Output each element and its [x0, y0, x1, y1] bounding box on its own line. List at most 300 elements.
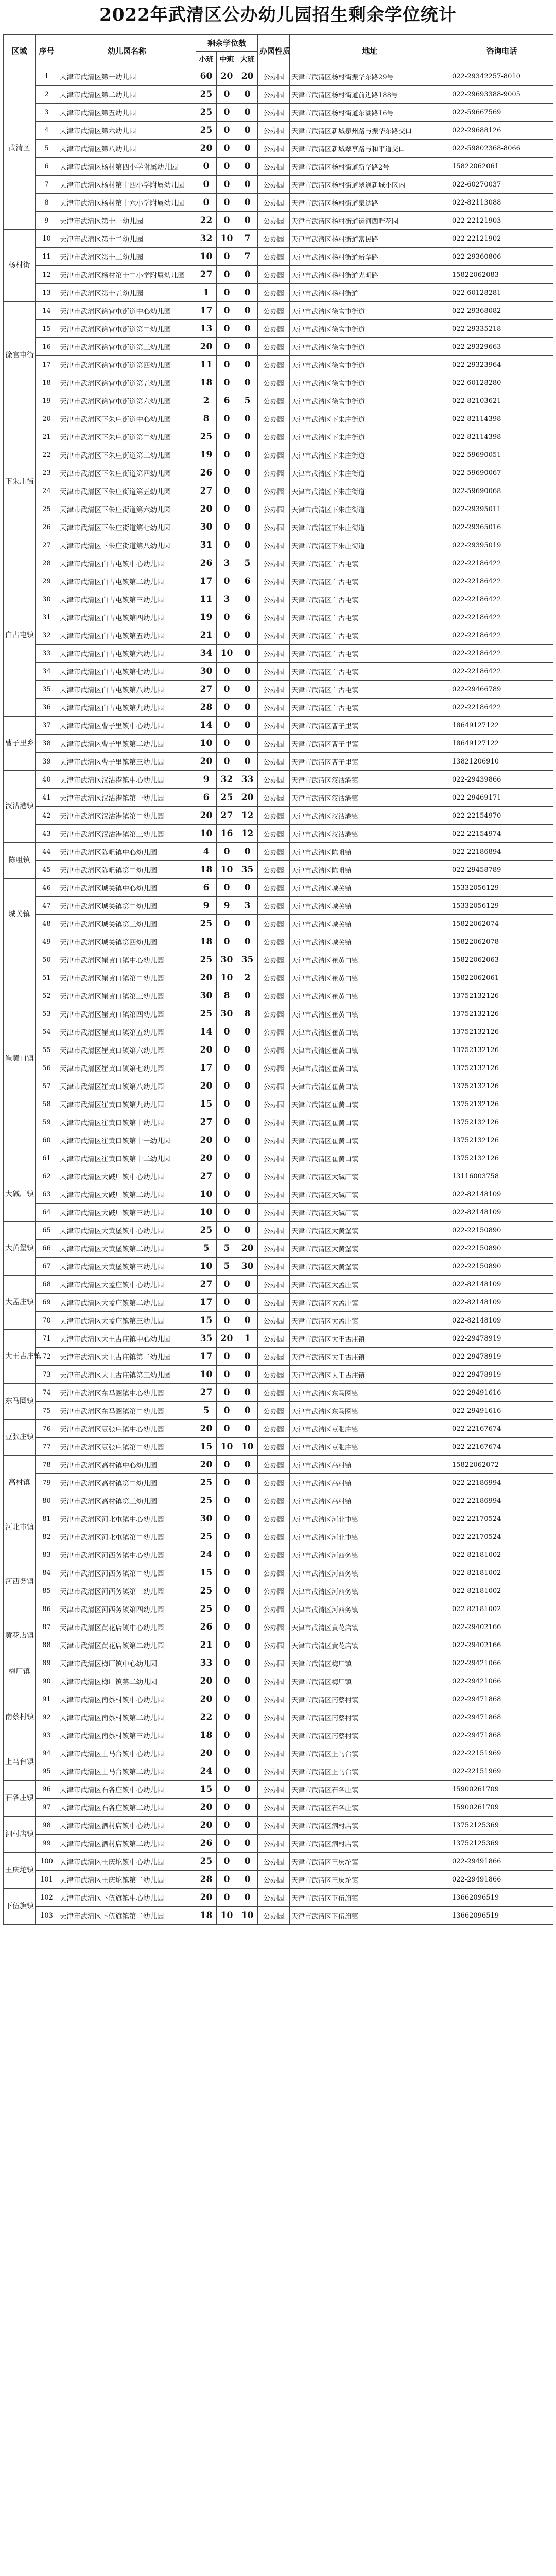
index-cell: 90 — [36, 1672, 58, 1690]
small-class-seats-cell: 27 — [196, 482, 217, 500]
small-class-seats-cell: 17 — [196, 1059, 217, 1077]
kindergarten-name-cell: 天津市武清区汊沽港镇第二幼儿园 — [58, 807, 196, 825]
area-cell: 黄花店镇 — [4, 1618, 36, 1654]
kindergarten-name-cell: 天津市武清区第二幼儿园 — [58, 86, 196, 104]
small-class-seats-cell: 28 — [196, 1871, 217, 1889]
area-cell: 下朱庄街 — [4, 410, 36, 554]
type-cell: 公办园 — [258, 1167, 290, 1185]
address-cell: 天津市武清区南蔡村镇 — [290, 1708, 450, 1726]
middle-class-seats-cell: 0 — [217, 284, 237, 302]
kindergarten-name-cell: 天津市武清区白古屯镇第七幼儿园 — [58, 663, 196, 681]
middle-class-seats-cell: 0 — [217, 879, 237, 897]
table-row — [4, 1095, 553, 1113]
kindergarten-name-cell: 天津市武清区豆张庄镇中心幼儿园 — [58, 1420, 196, 1438]
phone-cell: 022-82181002 — [450, 1546, 553, 1564]
type-cell: 公办园 — [258, 410, 290, 428]
type-cell: 公办园 — [258, 1564, 290, 1582]
address-cell: 天津市武清区泗村店镇 — [290, 1835, 450, 1853]
address-cell: 天津市武清区崔黄口镇 — [290, 1131, 450, 1149]
table-row — [4, 1204, 553, 1222]
small-class-seats-cell: 15 — [196, 1095, 217, 1113]
middle-class-seats-cell: 0 — [217, 266, 237, 284]
index-cell: 16 — [36, 338, 58, 356]
small-class-seats-cell: 22 — [196, 212, 217, 230]
phone-cell: 022-29478919 — [450, 1366, 553, 1384]
large-class-seats-cell: 0 — [237, 1077, 258, 1095]
type-cell: 公办园 — [258, 1799, 290, 1817]
kindergarten-name-cell: 天津市武清区南蔡村镇第三幼儿园 — [58, 1726, 196, 1744]
kindergarten-name-cell: 天津市武清区曹子里镇第三幼儿园 — [58, 753, 196, 771]
address-cell: 天津市武清区崔黄口镇 — [290, 1005, 450, 1023]
type-cell: 公办园 — [258, 1708, 290, 1726]
type-cell: 公办园 — [258, 284, 290, 302]
address-cell: 天津市武清区石各庄镇 — [290, 1781, 450, 1799]
large-class-seats-cell: 0 — [237, 428, 258, 446]
type-cell: 公办园 — [258, 1294, 290, 1312]
large-class-seats-cell: 0 — [237, 158, 258, 176]
small-class-seats-cell: 21 — [196, 626, 217, 645]
large-class-seats-cell: 0 — [237, 410, 258, 428]
table-row — [4, 500, 553, 518]
middle-class-seats-cell: 0 — [217, 1817, 237, 1835]
table-row — [4, 1835, 553, 1853]
table-row — [4, 663, 553, 681]
phone-cell: 022-29395019 — [450, 536, 553, 554]
large-class-seats-cell: 0 — [237, 1113, 258, 1131]
kindergarten-name-cell: 天津市武清区泗村店镇中心幼儿园 — [58, 1817, 196, 1835]
large-class-seats-cell: 0 — [237, 1654, 258, 1672]
phone-cell: 022-82148109 — [450, 1312, 553, 1330]
kindergarten-name-cell: 天津市武清区汊沽港镇中心幼儿园 — [58, 771, 196, 789]
large-class-seats-cell: 0 — [237, 212, 258, 230]
middle-class-seats-cell: 0 — [217, 518, 237, 536]
index-cell: 72 — [36, 1348, 58, 1366]
large-class-seats-cell: 10 — [237, 1907, 258, 1925]
large-class-seats-cell: 0 — [237, 1546, 258, 1564]
large-class-seats-cell: 0 — [237, 338, 258, 356]
kindergarten-name-cell: 天津市武清区南蔡村镇中心幼儿园 — [58, 1690, 196, 1708]
phone-cell: 022-29491866 — [450, 1871, 553, 1889]
area-cell: 河北屯镇 — [4, 1510, 36, 1546]
phone-cell: 15900261709 — [450, 1799, 553, 1817]
index-cell: 20 — [36, 410, 58, 428]
address-cell: 天津市武清区下朱庄街道 — [290, 482, 450, 500]
small-class-seats-cell: 33 — [196, 1654, 217, 1672]
middle-class-seats-cell: 0 — [217, 1492, 237, 1510]
large-class-seats-cell: 0 — [237, 590, 258, 608]
kindergarten-name-cell: 天津市武清区河西务镇第二幼儿园 — [58, 1564, 196, 1582]
middle-class-seats-cell: 0 — [217, 1041, 237, 1059]
type-cell: 公办园 — [258, 861, 290, 879]
index-cell: 63 — [36, 1185, 58, 1204]
phone-cell: 022-82103621 — [450, 392, 553, 410]
phone-cell: 022-59690051 — [450, 446, 553, 464]
page-title: 2022年武清区公办幼儿园招生剩余学位统计 — [99, 5, 457, 25]
phone-cell: 13662096519 — [450, 1907, 553, 1925]
small-class-seats-cell: 10 — [196, 248, 217, 266]
table-row — [4, 572, 553, 590]
small-class-seats-cell: 20 — [196, 1744, 217, 1762]
address-cell: 天津市武清区白古屯镇 — [290, 663, 450, 681]
kindergarten-name-cell: 天津市武清区崔黄口镇第九幼儿园 — [58, 1095, 196, 1113]
header-row — [4, 35, 553, 52]
type-cell: 公办园 — [258, 681, 290, 699]
table-row — [4, 1348, 553, 1366]
kindergarten-name-cell: 天津市武清区崔黄口镇第六幼儿园 — [58, 1041, 196, 1059]
address-cell: 天津市武清区下朱庄街道 — [290, 500, 450, 518]
table-row — [4, 536, 553, 554]
type-cell: 公办园 — [258, 1492, 290, 1510]
small-class-seats-cell: 25 — [196, 428, 217, 446]
type-cell: 公办园 — [258, 879, 290, 897]
type-cell: 公办园 — [258, 1907, 290, 1925]
type-cell: 公办园 — [258, 212, 290, 230]
index-cell: 28 — [36, 554, 58, 572]
large-class-seats-cell: 0 — [237, 1871, 258, 1889]
middle-class-seats-cell: 0 — [217, 410, 237, 428]
type-cell: 公办园 — [258, 1744, 290, 1762]
kindergarten-name-cell: 天津市武清区杨村第十四小学附属幼儿园 — [58, 176, 196, 194]
small-class-seats-cell: 20 — [196, 1690, 217, 1708]
kindergarten-name-cell: 天津市武清区第十五幼儿园 — [58, 284, 196, 302]
kindergarten-name-cell: 天津市武清区大黄堡镇第二幼儿园 — [58, 1240, 196, 1258]
area-cell: 河西务镇 — [4, 1546, 36, 1618]
small-class-seats-cell: 20 — [196, 1131, 217, 1149]
address-cell: 天津市武清区河西务镇 — [290, 1582, 450, 1600]
kindergarten-name-cell: 天津市武清区崔黄口镇第十二幼儿园 — [58, 1149, 196, 1167]
large-class-seats-cell: 0 — [237, 717, 258, 735]
small-class-seats-cell: 10 — [196, 735, 217, 753]
type-cell: 公办园 — [258, 1528, 290, 1546]
middle-class-seats-cell: 0 — [217, 1600, 237, 1618]
kindergarten-name-cell: 天津市武清区第十三幼儿园 — [58, 248, 196, 266]
table-row — [4, 626, 553, 645]
phone-cell: 13752132126 — [450, 1005, 553, 1023]
address-cell: 天津市武清区大碱厂镇 — [290, 1185, 450, 1204]
address-cell: 天津市武清区大黄堡镇 — [290, 1222, 450, 1240]
address-cell: 天津市武清区崔黄口镇 — [290, 987, 450, 1005]
middle-class-seats-cell: 10 — [217, 969, 237, 987]
table-row — [4, 1005, 553, 1023]
area-cell: 徐官屯街 — [4, 302, 36, 410]
kindergarten-name-cell: 天津市武清区下朱庄街道第五幼儿园 — [58, 482, 196, 500]
large-class-seats-cell: 5 — [237, 554, 258, 572]
address-cell: 天津市武清区高村镇 — [290, 1474, 450, 1492]
table-row — [4, 789, 553, 807]
type-cell: 公办园 — [258, 1817, 290, 1835]
table-row — [4, 1059, 553, 1077]
phone-cell: 022-22186422 — [450, 699, 553, 717]
phone-cell: 022-29458789 — [450, 861, 553, 879]
header-name: 幼儿园名称 — [58, 35, 196, 67]
kindergarten-name-cell: 天津市武清区汊沽港镇第三幼儿园 — [58, 825, 196, 843]
address-cell: 天津市武清区大黄堡镇 — [290, 1258, 450, 1276]
type-cell: 公办园 — [258, 951, 290, 969]
middle-class-seats-cell: 0 — [217, 1799, 237, 1817]
small-class-seats-cell: 25 — [196, 1528, 217, 1546]
index-cell: 103 — [36, 1907, 58, 1925]
kindergarten-name-cell: 天津市武清区徐官屯街道第五幼儿园 — [58, 374, 196, 392]
small-class-seats-cell: 32 — [196, 230, 217, 248]
middle-class-seats-cell: 0 — [217, 1672, 237, 1690]
index-cell: 21 — [36, 428, 58, 446]
small-class-seats-cell: 8 — [196, 410, 217, 428]
index-cell: 95 — [36, 1762, 58, 1781]
address-cell: 天津市武清区崔黄口镇 — [290, 951, 450, 969]
address-cell: 天津市武清区徐官屯街道 — [290, 338, 450, 356]
index-cell: 33 — [36, 645, 58, 663]
table-row — [4, 1799, 553, 1817]
index-cell: 45 — [36, 861, 58, 879]
kindergarten-name-cell: 天津市武清区崔黄口镇第八幼儿园 — [58, 1077, 196, 1095]
kindergarten-name-cell: 天津市武清区崔黄口镇第三幼儿园 — [58, 987, 196, 1005]
large-class-seats-cell: 0 — [237, 645, 258, 663]
large-class-seats-cell: 0 — [237, 915, 258, 933]
index-cell: 74 — [36, 1384, 58, 1402]
area-cell: 大孟庄镇 — [4, 1276, 36, 1330]
index-cell: 88 — [36, 1636, 58, 1654]
large-class-seats-cell: 0 — [237, 1744, 258, 1762]
address-cell: 天津市武清区城关镇 — [290, 897, 450, 915]
index-cell: 1 — [36, 67, 58, 86]
middle-class-seats-cell: 0 — [217, 248, 237, 266]
middle-class-seats-cell: 10 — [217, 230, 237, 248]
middle-class-seats-cell: 0 — [217, 176, 237, 194]
index-cell: 24 — [36, 482, 58, 500]
address-cell: 天津市武清区汊沽港镇 — [290, 807, 450, 825]
index-cell: 59 — [36, 1113, 58, 1131]
index-cell: 89 — [36, 1654, 58, 1672]
type-cell: 公办园 — [258, 717, 290, 735]
table-row — [4, 897, 553, 915]
type-cell: 公办园 — [258, 86, 290, 104]
middle-class-seats-cell: 0 — [217, 374, 237, 392]
large-class-seats-cell: 0 — [237, 1095, 258, 1113]
small-class-seats-cell: 27 — [196, 1276, 217, 1294]
table-row — [4, 1312, 553, 1330]
small-class-seats-cell: 20 — [196, 807, 217, 825]
type-cell: 公办园 — [258, 1348, 290, 1366]
large-class-seats-cell: 0 — [237, 464, 258, 482]
phone-cell: 022-22170524 — [450, 1510, 553, 1528]
type-cell: 公办园 — [258, 1546, 290, 1564]
table-row — [4, 951, 553, 969]
middle-class-seats-cell: 0 — [217, 1726, 237, 1744]
type-cell: 公办园 — [258, 1077, 290, 1095]
phone-cell: 022-60128281 — [450, 284, 553, 302]
address-cell: 天津市武清区大黄堡镇 — [290, 1240, 450, 1258]
index-cell: 76 — [36, 1420, 58, 1438]
large-class-seats-cell: 0 — [237, 753, 258, 771]
index-cell: 73 — [36, 1366, 58, 1384]
address-cell: 天津市武清区陈咀镇 — [290, 861, 450, 879]
address-cell: 天津市武清区南蔡村镇 — [290, 1726, 450, 1744]
index-cell: 86 — [36, 1600, 58, 1618]
table-row — [4, 122, 553, 140]
table-row — [4, 1492, 553, 1510]
table-row — [4, 1528, 553, 1546]
kindergarten-name-cell: 天津市武清区第十一幼儿园 — [58, 212, 196, 230]
kindergarten-name-cell: 天津市武清区城关镇第四幼儿园 — [58, 933, 196, 951]
kindergarten-name-cell: 天津市武清区崔黄口镇第十幼儿园 — [58, 1113, 196, 1131]
table-row — [4, 645, 553, 663]
table-row — [4, 1384, 553, 1402]
address-cell: 天津市武清区城关镇 — [290, 915, 450, 933]
kindergarten-name-cell: 天津市武清区第一幼儿园 — [58, 67, 196, 86]
small-class-seats-cell: 15 — [196, 1438, 217, 1456]
type-cell: 公办园 — [258, 464, 290, 482]
middle-class-seats-cell: 0 — [217, 735, 237, 753]
index-cell: 79 — [36, 1474, 58, 1492]
phone-cell: 022-82148109 — [450, 1204, 553, 1222]
index-cell: 36 — [36, 699, 58, 717]
middle-class-seats-cell: 0 — [217, 1348, 237, 1366]
type-cell: 公办园 — [258, 1420, 290, 1438]
address-cell: 天津市武清区杨村街道 — [290, 284, 450, 302]
table-row — [4, 1708, 553, 1726]
address-cell: 天津市武清区大王古庄镇 — [290, 1366, 450, 1384]
middle-class-seats-cell: 0 — [217, 1312, 237, 1330]
kindergarten-name-cell: 天津市武清区崔黄口镇第五幼儿园 — [58, 1023, 196, 1041]
kindergarten-name-cell: 天津市武清区泗村店镇第二幼儿园 — [58, 1835, 196, 1853]
large-class-seats-cell: 0 — [237, 1185, 258, 1204]
small-class-seats-cell: 20 — [196, 1041, 217, 1059]
kindergarten-name-cell: 天津市武清区大孟庄镇第二幼儿园 — [58, 1294, 196, 1312]
phone-cell: 022-29365016 — [450, 518, 553, 536]
large-class-seats-cell: 0 — [237, 446, 258, 464]
kindergarten-name-cell: 天津市武清区大孟庄镇中心幼儿园 — [58, 1276, 196, 1294]
large-class-seats-cell: 0 — [237, 284, 258, 302]
small-class-seats-cell: 5 — [196, 1402, 217, 1420]
middle-class-seats-cell: 0 — [217, 1510, 237, 1528]
phone-cell: 022-60128280 — [450, 374, 553, 392]
small-class-seats-cell: 10 — [196, 1204, 217, 1222]
table-row — [4, 1077, 553, 1095]
header-type: 办园性质 — [258, 35, 290, 67]
kindergarten-name-cell: 天津市武清区大黄堡镇第三幼儿园 — [58, 1258, 196, 1276]
large-class-seats-cell: 1 — [237, 1330, 258, 1348]
table-row — [4, 1330, 553, 1348]
address-cell: 天津市武清区白古屯镇 — [290, 626, 450, 645]
header-phone: 咨询电话 — [450, 35, 553, 67]
middle-class-seats-cell: 0 — [217, 194, 237, 212]
type-cell: 公办园 — [258, 1672, 290, 1690]
small-class-seats-cell: 15 — [196, 1312, 217, 1330]
address-cell: 天津市武清区下伍旗镇 — [290, 1889, 450, 1907]
small-class-seats-cell: 17 — [196, 1294, 217, 1312]
type-cell: 公办园 — [258, 1853, 290, 1871]
address-cell: 天津市武清区下伍旗镇 — [290, 1907, 450, 1925]
header-large: 大班 — [237, 52, 258, 67]
middle-class-seats-cell: 0 — [217, 1618, 237, 1636]
small-class-seats-cell: 18 — [196, 374, 217, 392]
phone-cell: 022-29402166 — [450, 1636, 553, 1654]
type-cell: 公办园 — [258, 104, 290, 122]
small-class-seats-cell: 14 — [196, 717, 217, 735]
kindergarten-name-cell: 天津市武清区河西务镇第四幼儿园 — [58, 1600, 196, 1618]
index-cell: 96 — [36, 1781, 58, 1799]
table-row — [4, 1438, 553, 1456]
large-class-seats-cell: 0 — [237, 302, 258, 320]
large-class-seats-cell: 20 — [237, 789, 258, 807]
kindergarten-name-cell: 天津市武清区大王古庄镇第二幼儿园 — [58, 1348, 196, 1366]
table-row — [4, 140, 553, 158]
phone-cell: 022-29421066 — [450, 1654, 553, 1672]
small-class-seats-cell: 2 — [196, 392, 217, 410]
table-row — [4, 1420, 553, 1438]
small-class-seats-cell: 25 — [196, 1492, 217, 1510]
middle-class-seats-cell: 32 — [217, 771, 237, 789]
large-class-seats-cell: 8 — [237, 1005, 258, 1023]
type-cell: 公办园 — [258, 663, 290, 681]
small-class-seats-cell: 25 — [196, 1600, 217, 1618]
small-class-seats-cell: 11 — [196, 356, 217, 374]
small-class-seats-cell: 25 — [196, 915, 217, 933]
large-class-seats-cell: 0 — [237, 374, 258, 392]
middle-class-seats-cell: 0 — [217, 1546, 237, 1564]
type-cell: 公办园 — [258, 338, 290, 356]
kindergarten-name-cell: 天津市武清区城关镇第三幼儿园 — [58, 915, 196, 933]
address-cell: 天津市武清区大碱厂镇 — [290, 1204, 450, 1222]
type-cell: 公办园 — [258, 536, 290, 554]
type-cell: 公办园 — [258, 1366, 290, 1384]
type-cell: 公办园 — [258, 825, 290, 843]
phone-cell: 022-22186422 — [450, 663, 553, 681]
kindergarten-name-cell: 天津市武清区陈咀镇中心幼儿园 — [58, 843, 196, 861]
index-cell: 87 — [36, 1618, 58, 1636]
address-cell: 天津市武清区杨村街道东湖路16号 — [290, 104, 450, 122]
small-class-seats-cell: 6 — [196, 789, 217, 807]
index-cell: 30 — [36, 590, 58, 608]
middle-class-seats-cell: 0 — [217, 1077, 237, 1095]
middle-class-seats-cell: 20 — [217, 1330, 237, 1348]
address-cell: 天津市武清区大孟庄镇 — [290, 1294, 450, 1312]
table-row — [4, 987, 553, 1005]
type-cell: 公办园 — [258, 1474, 290, 1492]
table-row — [4, 1240, 553, 1258]
table-row — [4, 753, 553, 771]
area-cell: 大王古庄镇 — [4, 1330, 36, 1384]
header-remaining: 剩余学位数 — [196, 35, 258, 52]
kindergarten-name-cell: 天津市武清区高村镇中心幼儿园 — [58, 1456, 196, 1474]
index-cell: 10 — [36, 230, 58, 248]
table-row — [4, 104, 553, 122]
small-class-seats-cell: 1 — [196, 284, 217, 302]
index-cell: 84 — [36, 1564, 58, 1582]
address-cell: 天津市武清区杨村街道光明路 — [290, 266, 450, 284]
type-cell: 公办园 — [258, 1726, 290, 1744]
middle-class-seats-cell: 0 — [217, 122, 237, 140]
small-class-seats-cell: 27 — [196, 1384, 217, 1402]
type-cell: 公办园 — [258, 1384, 290, 1402]
small-class-seats-cell: 30 — [196, 663, 217, 681]
address-cell: 天津市武清区王庆坨镇 — [290, 1853, 450, 1871]
phone-cell: 15822062061 — [450, 969, 553, 987]
area-cell: 武清区 — [4, 67, 36, 230]
address-cell: 天津市武清区杨村街道前进路188号 — [290, 86, 450, 104]
table-body — [4, 67, 553, 1925]
type-cell: 公办园 — [258, 771, 290, 789]
large-class-seats-cell: 0 — [237, 1149, 258, 1167]
address-cell: 天津市武清区汊沽港镇 — [290, 789, 450, 807]
large-class-seats-cell: 0 — [237, 663, 258, 681]
area-cell: 石各庄镇 — [4, 1781, 36, 1817]
table-row — [4, 1618, 553, 1636]
index-cell: 6 — [36, 158, 58, 176]
index-cell: 57 — [36, 1077, 58, 1095]
small-class-seats-cell: 25 — [196, 104, 217, 122]
type-cell: 公办园 — [258, 158, 290, 176]
